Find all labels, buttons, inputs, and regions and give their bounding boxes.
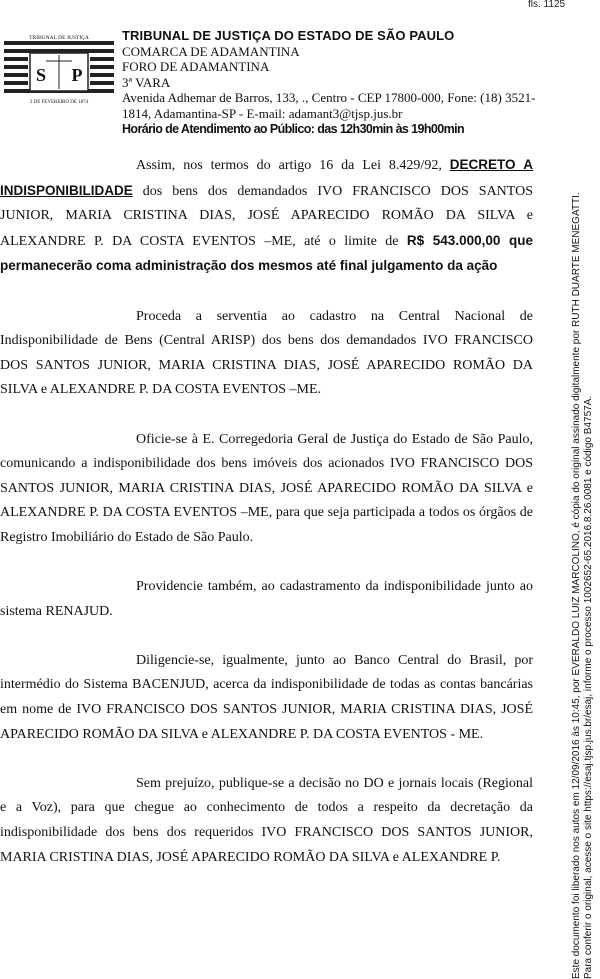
decree-parties: dos bens dos demandados IVO FRANCISCO DOS SANTOS JUNIOR, MARIA CRISTINA DIAS, JOSÉ APARECIDO ROMÃO DA SILVA e ALEXANDRE P. DA COSTA EVENTOS –ME, até o limite de xyxy=(0,183,533,249)
signature-line: Este documento foi liberado nos autos em 12/09/2016 às 10:45, por EVERALDO LUIZ MARCOLINO, é cópia do original assinado digitalmente por RUTH DUARTE MENEGATTI. xyxy=(571,192,582,979)
decree-intro: Assim, nos termos do artigo 16 da Lei 8.429/92, xyxy=(136,158,450,173)
paragraph-arisp: Proceda a serventia ao cadastro na Central Nacional de Indisponibilidade de Bens (Central ARISP) dos bens dos demandados IVO FRANCISCO DOS SANTOS JUNIOR, MARIA CRISTINA DIAS, JOSÉ APARECIDO ROMÃO DA SILVA e ALEXANDRE P. DA COSTA EVENTOS –ME. xyxy=(0,308,533,398)
svg-text:TRIBUNAL DE JUSTIÇA: TRIBUNAL DE JUSTIÇA xyxy=(29,35,89,41)
vara: 3ª VARA xyxy=(122,74,171,90)
svg-text:3 DE FEVEREIRO DE 1874: 3 DE FEVEREIRO DE 1874 xyxy=(29,100,89,105)
document-header xyxy=(122,28,542,137)
paragraph-decree xyxy=(0,153,533,280)
office-hours: Horário de Atendimento ao Público: das 12h30min às 19h00min xyxy=(122,121,465,136)
court-address: Avenida Adhemar de Barros, 133, ., Centro - CEP 17800-000, Fone: (18) 3521-1814, Adamantina-SP - E-mail: adamant3@tjsp.jus.br xyxy=(122,90,536,121)
verification-line: Para conferir o original, acesse o site https://esaj.tjsp.jus.br/esaj, informe o processo 1002652-65.2016.8.26.0081 e código B4757A. xyxy=(582,395,594,979)
paragraph-corregedoria: Oficie-se à E. Corregedoria Geral de Justiça do Estado de São Paulo, comunicando a indisponibilidade dos bens imóveis dos acionados IVO FRANCISCO DOS SANTOS JUNIOR, MARIA CRISTINA DIAS, JOSÉ APARECIDO ROMÃO DA SILVA e ALEXANDRE P. DA COSTA EVENTOS –ME, para que seja participada a todos os órgãos de Registro Imobiliário do Estado de São Paulo. xyxy=(0,431,533,545)
court-seal-logo xyxy=(4,31,114,111)
svg-text:P: P xyxy=(71,65,83,85)
foro: FORO DE ADAMANTINA xyxy=(122,59,270,75)
court-name: TRIBUNAL DE JUSTIÇA DO ESTADO DE SÃO PAULO xyxy=(122,28,455,43)
paragraph-renajud: Providencie também, ao cadastramento da indisponibilidade junto ao sistema RENAJUD. xyxy=(0,579,533,619)
digital-signature-note xyxy=(571,129,594,979)
svg-text:S: S xyxy=(35,65,47,85)
paragraph-bacenjud: Diligencie-se, igualmente, junto ao Banco Central do Brasil, por intermédio do Sistema BACENJUD, acerca da indisponibilidade de todas as contas bancárias em nome de IVO FRANCISCO DOS SANTOS JUNIOR, MARIA CRISTINA DIAS, JOSÉ APARECIDO ROMÃO DA SILVA e ALEXANDRE P. DA COSTA EVENTOS - ME. xyxy=(0,652,533,742)
page-number: fls. 1125 xyxy=(528,0,566,10)
comarca: COMARCA DE ADAMANTINA xyxy=(122,43,300,59)
decision-body xyxy=(0,153,533,895)
decree-keyword: DECRETO A INDISPONIBILIDADE xyxy=(0,157,533,198)
paragraph-publication: Sem prejuízo, publique-se a decisão no DO e jornais locais (Regional e a Voz), para que chegue ao conhecimento de todos a respeito da decretação da indisponibilidade dos bens dos requeridos IVO FRANCISCO DOS SANTOS JUNIOR, MARIA CRISTINA DIAS, JOSÉ APARECIDO ROMÃO DA SILVA e ALEXANDRE P. xyxy=(0,775,533,865)
decree-limit: R$ 543.000,00 que permanecerão coma administração dos mesmos até final julgamento da ação xyxy=(0,232,534,274)
